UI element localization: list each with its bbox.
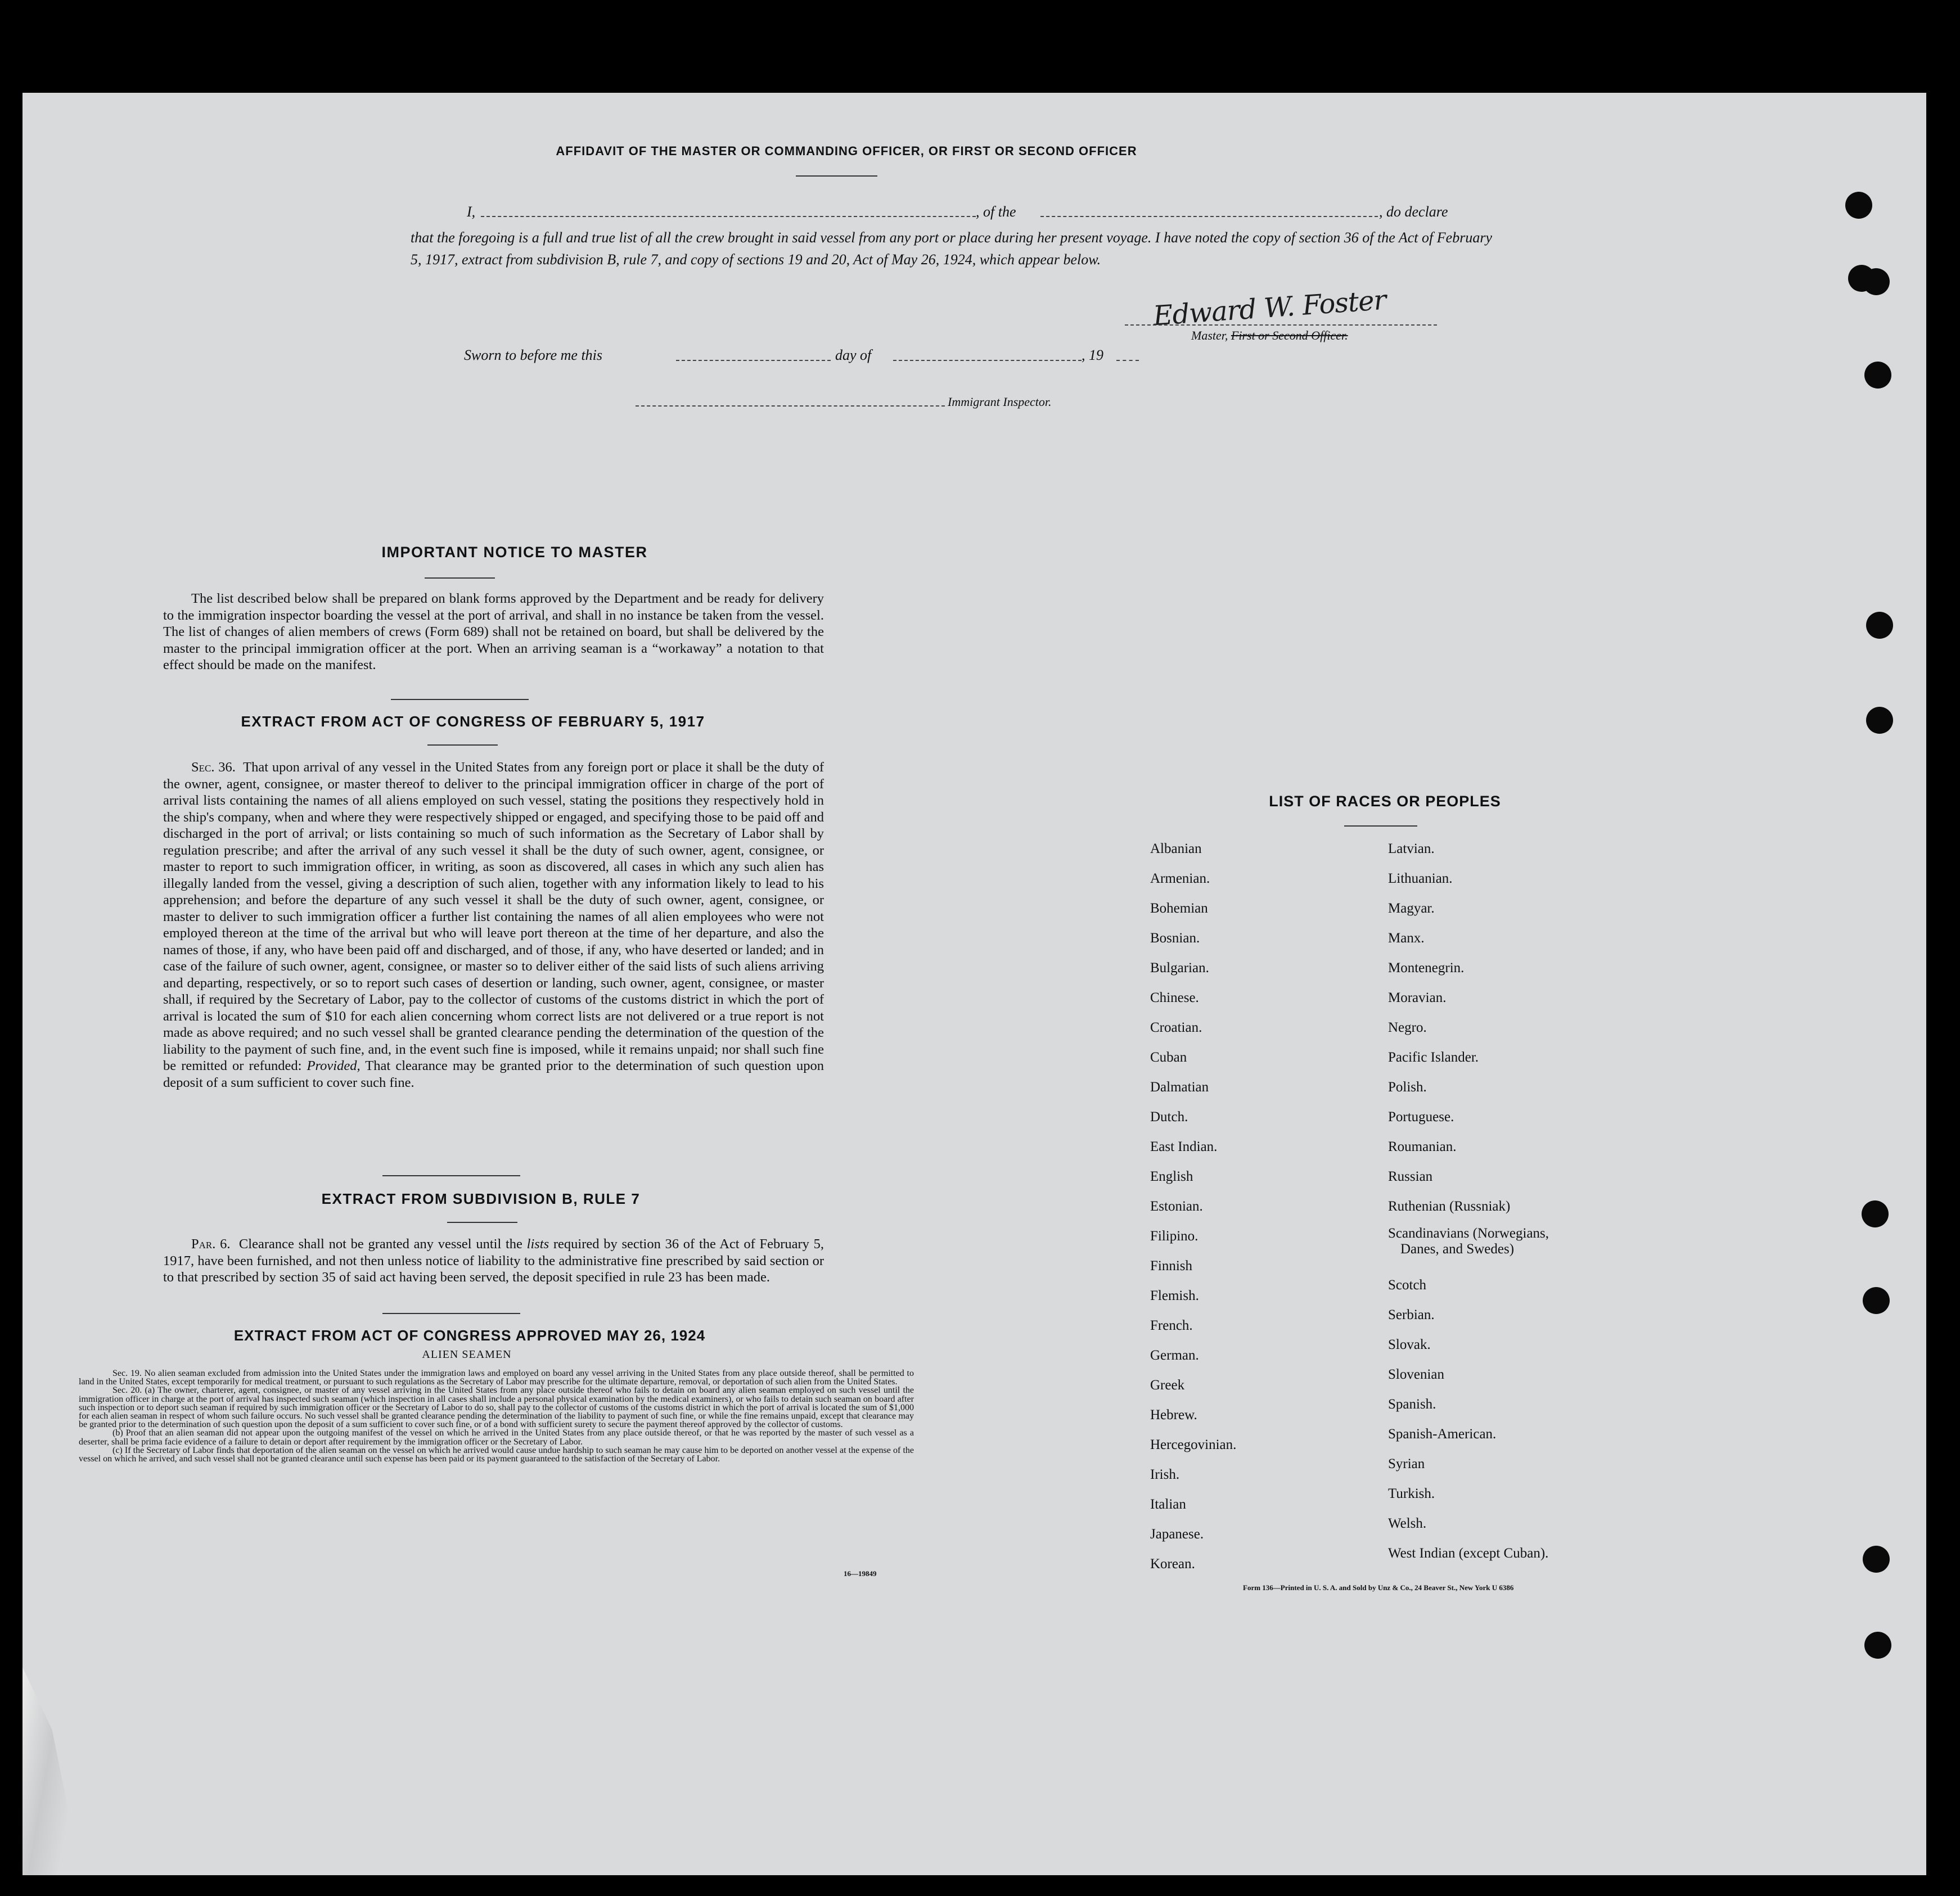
binder-hole (1845, 192, 1872, 219)
race-item: Spanish. (1388, 1397, 1436, 1412)
race-item: Cuban (1150, 1050, 1187, 1065)
races-title: LIST OF RACES OR PEOPLES (1269, 793, 1501, 810)
race-item: Albanian (1150, 841, 1202, 856)
name-blank-line[interactable] (481, 216, 976, 217)
race-item: Welsh. (1388, 1516, 1427, 1531)
form-code: 16—19849 (844, 1569, 877, 1578)
affidavit-title: AFFIDAVIT OF THE MASTER OR COMMANDING OFFICER, OR FIRST OR SECOND OFFICER (556, 144, 1137, 158)
race-item: Russian (1388, 1169, 1433, 1184)
race-item: Ruthenian (Russniak) (1388, 1199, 1511, 1214)
rule7-text-b: required by section 36 of the Act of February 5, 1917, have been furnished, and not then unless notice of liability to the administrative fine prescribed by said section or to that prescribed by section 35 of said act having been served, the deposit specified in rule 23 has been made. (163, 1236, 824, 1285)
race-item: Korean. (1150, 1556, 1195, 1572)
race-item: Irish. (1150, 1467, 1180, 1482)
race-item: Scandinavians (Norwegians, (1388, 1226, 1549, 1241)
torn-corner (22, 1667, 107, 1875)
master-signature: Edward W. Foster (1152, 284, 1387, 332)
race-item: Dutch. (1150, 1109, 1188, 1125)
race-item: Danes, and Swedes) (1400, 1242, 1515, 1257)
section-20c-text: (c) If the Secretary of Labor finds that deportation of the alien seaman on the vessel on which he arrived would cause undue hardship to such seaman he may cause him to be deported on another vessel at the expense of the vessel on which he arrived, and such vessel shall not be granted clearance until such expense has been paid or its payment guaranteed to the satisfaction of the Secretary of Labor. (79, 1445, 914, 1464)
divider (447, 1222, 517, 1223)
signature-label-master: Master, (1191, 328, 1228, 342)
race-item: German. (1150, 1348, 1199, 1363)
vessel-blank-line[interactable] (1040, 216, 1378, 217)
section-20b-text: (b) Proof that an alien seaman did not appear upon the outgoing manifest of the vessel on which he arrived in the United States from any place outside thereof, or that he was reported by the master of such vessel as a deserter, shall be prima facie evidence of a failure to detain or deport after requirement by the immigration officer or the Secretary of Labor. (79, 1428, 914, 1447)
printer-footer: Form 136—Printed in U. S. A. and Sold by Unz & Co., 24 Beaver St., New York U 6386 (1243, 1583, 1514, 1592)
races-left-column (1150, 834, 1236, 1579)
race-item: Greek (1150, 1378, 1185, 1393)
race-item: English (1150, 1169, 1193, 1184)
binder-hole (1864, 362, 1891, 389)
race-item: Spanish-American. (1388, 1426, 1497, 1442)
race-item: Finnish (1150, 1258, 1193, 1274)
section-label: Sec. 36. (191, 760, 236, 775)
race-item: Chinese. (1150, 990, 1199, 1005)
divider (382, 1175, 520, 1176)
race-item: East Indian. (1150, 1139, 1218, 1154)
race-item: Estonian. (1150, 1199, 1203, 1214)
race-item: Syrian (1388, 1456, 1425, 1471)
race-item: Polish. (1388, 1080, 1427, 1095)
races-right-column (1388, 834, 1549, 1568)
race-item: Moravian. (1388, 990, 1447, 1005)
rule7-text-a: Clearance shall not be granted any vessel until the (238, 1236, 522, 1252)
alien-seamen-subtitle: ALIEN SEAMEN (422, 1348, 512, 1361)
extract-1917-body (163, 759, 824, 1091)
day-blank-line[interactable] (676, 360, 831, 361)
divider (1344, 825, 1417, 827)
divider (391, 699, 529, 700)
divider (382, 1313, 520, 1314)
race-item: Serbian. (1388, 1307, 1435, 1322)
divider (425, 577, 495, 579)
day-of-label: day of (835, 347, 872, 363)
affidavit-pronoun: I, (467, 204, 476, 220)
paragraph-label: Par. 6. (191, 1236, 231, 1252)
race-item: Dalmatian (1150, 1080, 1209, 1095)
race-item: Bulgarian. (1150, 960, 1209, 976)
race-item: Portuguese. (1388, 1109, 1454, 1125)
binder-hole (1863, 1546, 1890, 1573)
extract-1917-title: EXTRACT FROM ACT OF CONGRESS OF FEBRUARY 5, 1917 (241, 713, 705, 730)
race-item: Lithuanian. (1388, 871, 1453, 886)
race-item: Pacific Islander. (1388, 1050, 1479, 1065)
race-item: Armenian. (1150, 871, 1210, 886)
race-item: Slovak. (1388, 1337, 1431, 1352)
race-item: Negro. (1388, 1020, 1427, 1035)
extract-1924-title: EXTRACT FROM ACT OF CONGRESS APPROVED MAY 26, 1924 (233, 1327, 706, 1344)
signature-label (1191, 328, 1348, 343)
race-item: Scotch (1388, 1277, 1427, 1293)
race-item: Japanese. (1150, 1527, 1204, 1542)
sworn-label: Sworn to before me this (464, 347, 603, 363)
race-item: Latvian. (1388, 841, 1435, 856)
signature-line (1125, 324, 1437, 326)
race-item: Turkish. (1388, 1486, 1435, 1501)
binder-hole (1864, 1632, 1891, 1659)
extract-rule7-body (163, 1236, 824, 1286)
race-item: Hercegovinian. (1150, 1437, 1237, 1452)
year-label: , 19 (1082, 347, 1103, 363)
affidavit-body: that the foregoing is a full and true list of all the crew brought in said vessel from any port or place during her present voyage. I have noted the copy of section 36 of the Act of February 5, 1917, extract from subdivision B, rule 7, and copy of sections 19 and 20, Act of May 26, 1924, which appear below. (411, 229, 1492, 268)
race-item: Manx. (1388, 931, 1425, 946)
extract-1924-body (79, 1369, 914, 1463)
race-item: Flemish. (1150, 1288, 1199, 1303)
race-item: West Indian (except Cuban). (1388, 1546, 1549, 1561)
binder-hole (1866, 707, 1893, 734)
race-item: Roumanian. (1388, 1139, 1457, 1154)
provided-word: Provided, (307, 1058, 361, 1073)
inspector-line[interactable] (636, 405, 945, 407)
notice-title: IMPORTANT NOTICE TO MASTER (381, 544, 648, 561)
signature-label-struck: First or Second Officer. (1231, 328, 1348, 342)
binder-hole (1863, 1287, 1890, 1314)
divider (796, 175, 877, 177)
divider (427, 744, 498, 746)
month-blank-line[interactable] (893, 360, 1082, 361)
race-item: Bohemian (1150, 901, 1208, 916)
year-blank-line[interactable] (1116, 360, 1139, 361)
affidavit-do-declare: , do declare (1379, 204, 1448, 220)
section-19-text: Sec. 19. No alien seaman excluded from admission into the United States under the immigration laws and employed on board any vessel arriving in the United States from any place outside thereof, shall be permitted to land in the United States, except temporarily for medical treatment, or pursuant to such regulations as the Secretary of Labor may prescribe for the ultimate departure, removal, or deportation of such alien from the United States. (79, 1369, 914, 1387)
lists-word: lists (526, 1236, 549, 1252)
race-item: Slovenian (1388, 1367, 1444, 1382)
race-item: Italian (1150, 1497, 1186, 1512)
binder-hole (1866, 612, 1893, 639)
race-item: Hebrew. (1150, 1407, 1197, 1423)
race-item: Filipino. (1150, 1229, 1198, 1244)
notice-body: The list described below shall be prepared on blank forms approved by the Department and be ready for delivery to the immigration inspector boarding the vessel at the port of arrival, and shall in no instance be taken from the vessel. The list of changes of alien members of crews (Form 689) shall not be retained on board, but shall be delivered by the master to the principal immigration officer at the port. When an arriving seaman is a “workaway” a notation to that effect should be made on the manifest. (163, 591, 824, 672)
binder-hole (1862, 1200, 1889, 1227)
inspector-label: Immigrant Inspector. (948, 395, 1052, 409)
race-item: Magyar. (1388, 901, 1435, 916)
extract-rule7-title: EXTRACT FROM SUBDIVISION B, RULE 7 (321, 1190, 641, 1207)
race-item: Montenegrin. (1388, 960, 1465, 976)
section-36-text: That upon arrival of any vessel in the United States from any foreign port or place it shall be the duty of the owner, agent, consignee, or master thereof to deliver to the principal immigration officer in charge of the port of arrival lists containing the names of all aliens employed on such vessel, stating the positions they respectively hold in the ship's company, when and where they were respectively shipped or engaged, and specifying those to be paid off and discharged in the port of arrival; or lists containing so much of such information as the Secretary of Labor shall by regulation prescribe; and after the arrival of any such vessel it shall be the duty of such owner, agent, consignee, or master to report to such immigration officer, in writing, as soon as discovered, all cases in which any such alien has illegally landed from the vessel, giving a description of such alien, together with any information likely to lead to his apprehension; and before the departure of any such vessel it shall be the duty of such owner, agent, consignee, or master to deliver to such immigration officer a further list containing the names of all alien employees who were not employed thereon at the time of the arrival but who will leave port thereon at the time of her departure, and also the names of those, if any, who have been paid off and discharged, and of those, if any, who have deserted or landed; and in case of the failure of such owner, agent, consignee, or master so to deliver either of the said lists of such aliens arriving and departing, respectively, or so to report such cases of desertion or landing, such owner, agent, consignee, or master shall, if required by the Secretary of Labor, pay to the collector of customs of the customs district in which the port of arrival is located the sum of $10 for each alien concerning whom correct lists are not delivered or a true report is not made as above required; and no such vessel shall be granted clearance pending the determination of the question of the liability to the payment of such fine, and, in the event such fine is imposed, while it remains unpaid; nor shall such fine be remitted or refunded: (163, 760, 824, 1073)
affidavit-of-the: , of the (976, 204, 1016, 220)
binder-hole (1863, 268, 1890, 295)
race-item: French. (1150, 1318, 1193, 1333)
race-item: Bosnian. (1150, 931, 1200, 946)
section-36-end: That clearance may be granted prior to the determination of such question upon deposit of a sum sufficient to cover such fine. (163, 1058, 824, 1090)
section-20a-text: Sec. 20. (a) The owner, charterer, agent, consignee, or master of any vessel arriving in the United States from any place outside thereof who fails to detain on board any alien seaman employed on such vessel until the immigration officer in charge at the port of arrival has inspected such seaman (which inspection in all cases shall include a personal physical examination by the medical examiners), or who fails to detain such seaman on board after such inspection or to deport such seaman if required by such immigration officer or the Secretary of Labor to do so, shall pay to the collector of customs of the customs district in which the port of arrival is located the sum of $1,000 for each alien seaman in respect of whom such failure occurs. No such vessel shall be granted clearance pending the determination of the liability to payment of such fine, or while the fine remains unpaid, except that clearance may be granted prior to the determination of such question upon the deposit of a sum sufficient to cover such fine, or of a bond with sufficient surety to secure the payment thereof approved by the collector of customs. (79, 1385, 914, 1430)
race-item: Croatian. (1150, 1020, 1202, 1035)
document-page (22, 93, 1926, 1875)
